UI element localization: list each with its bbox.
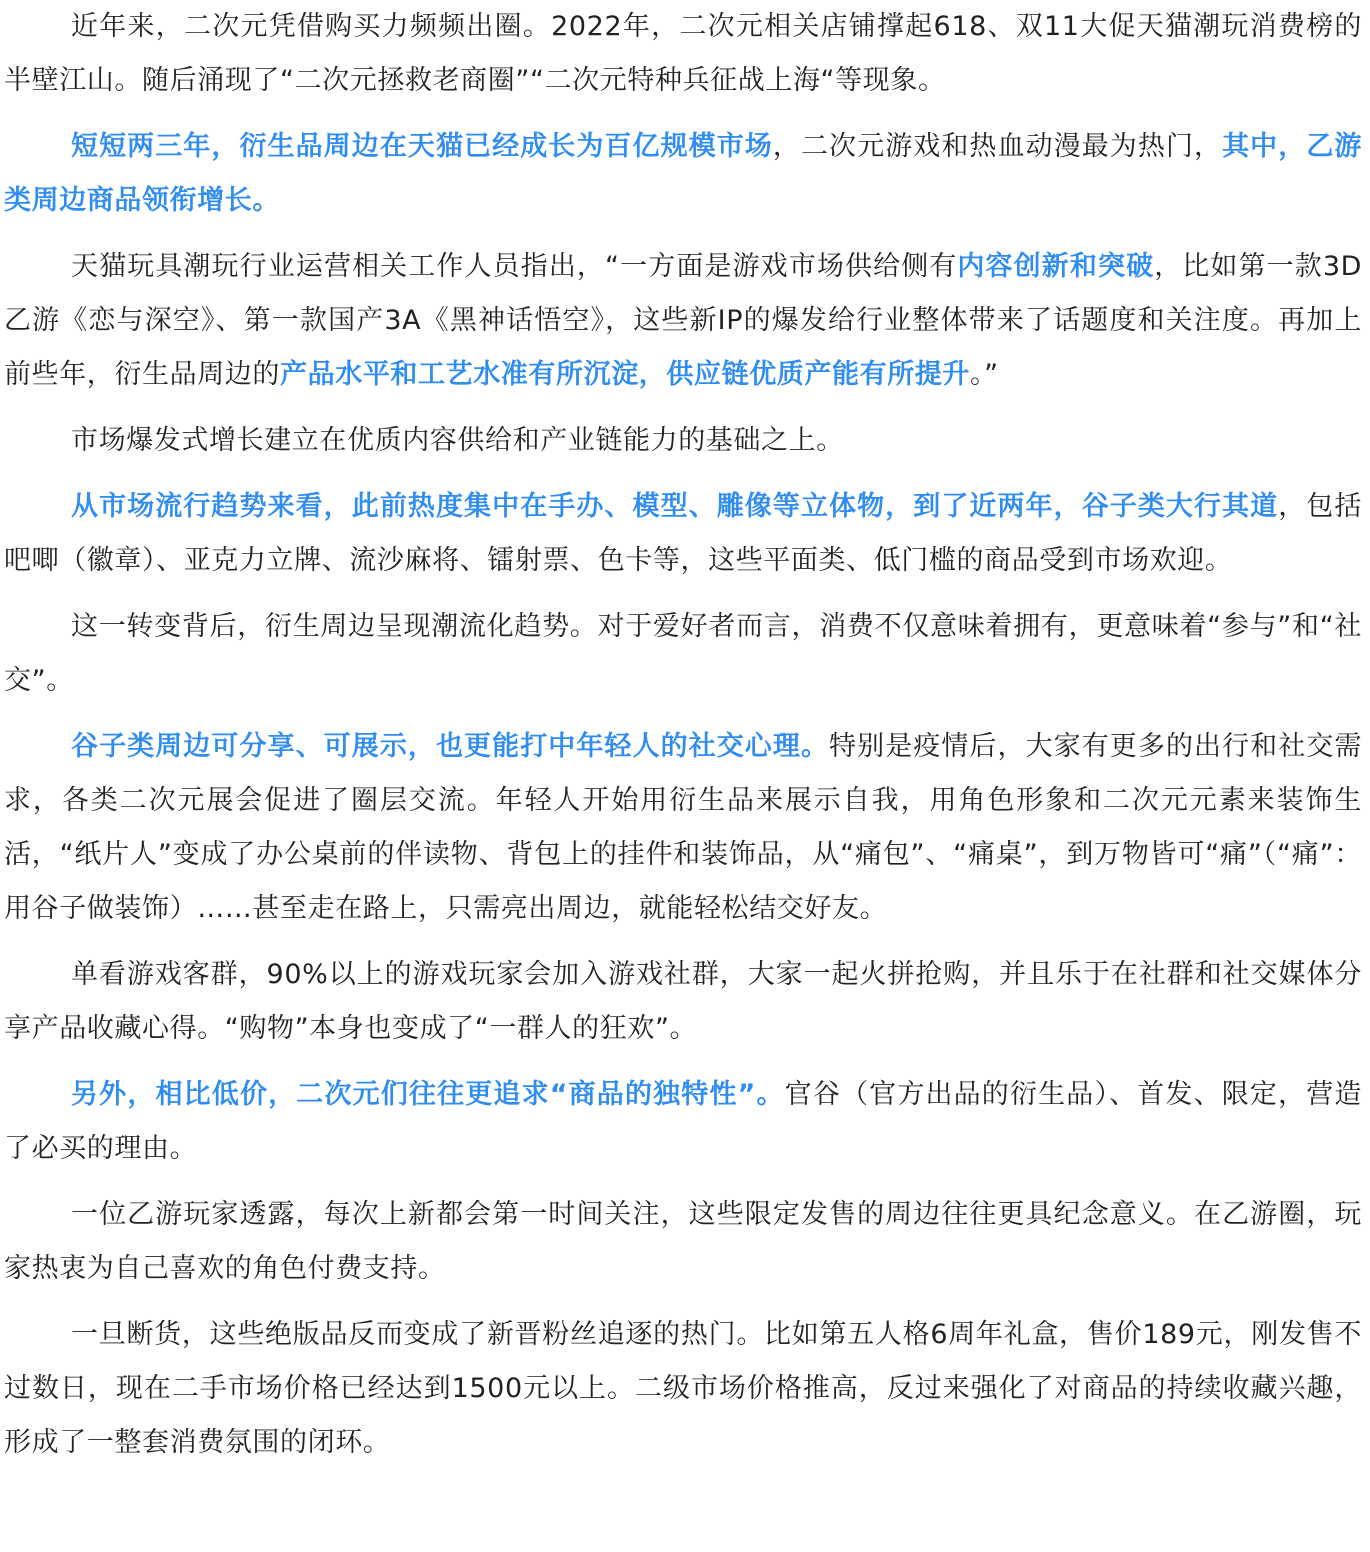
text-span: 这一转变背后，衍生周边呈现潮流化趋势。对于爱好者而言，消费不仅意味着拥有，更意味着“参与”和“社交”。: [4, 611, 1362, 696]
text-span: ，比如第一款3D乙游《恋与深空》、第一款国产3A《黑神话悟空》，这些新IP的爆发给行业整体带来了话题度和关注度。再加上前些年，衍生品周边的: [4, 251, 1363, 390]
highlight-span: 短短两三年，衍生品周边在天猫已经成长为百亿规模市场: [71, 131, 773, 162]
text-span: 天猫玩具潮玩行业运营相关工作人员指出，“一方面是游戏市场供给侧有: [71, 251, 958, 282]
text-span: 官谷（官方出品的衍生品）、首发、限定，营造了必买的理由。: [4, 1079, 1362, 1164]
text-span: 一位乙游玩家透露，每次上新都会第一时间关注，这些限定发售的周边往往更具纪念意义。在乙游圈，玩家热衷为自己喜欢的角色付费支持。: [4, 1199, 1362, 1284]
text-span: ，二次元游戏和热血动漫最为热门，: [772, 131, 1223, 162]
highlight-span: 另外，相比低价，二次元们往往更追求“商品的独特性”。: [71, 1079, 785, 1110]
paragraph-11: [4, 1308, 1362, 1470]
highlight-span: 内容创新和突破: [957, 251, 1155, 282]
paragraph-5: [4, 480, 1362, 588]
text-span: 一旦断货，这些绝版品反而变成了新晋粉丝追逐的热门。比如第五人格6周年礼盒，售价189元，刚发售不过数日，现在二手市场价格已经达到1500元以上。二级市场价格推高，反过来强化了对商品的持续收藏兴趣，形成了一整套消费氛围的闭环。: [4, 1319, 1362, 1458]
paragraph-3: [4, 240, 1362, 402]
paragraph-10: [4, 1188, 1362, 1296]
text-span: 近年来，二次元凭借购买力频频出圈。2022年，二次元相关店铺撑起618、双11大促天猫潮玩消费榜的半壁江山。随后涌现了“二次元拯救老商圈”“二次元特种兵征战上海“等现象。: [4, 11, 1362, 96]
text-span: 单看游戏客群，90%以上的游戏玩家会加入游戏社群，大家一起火拼抢购，并且乐于在社群和社交媒体分享产品收藏心得。“购物”本身也变成了“一群人的狂欢”。: [4, 959, 1362, 1044]
paragraph-4: [4, 414, 1362, 468]
highlight-span: 谷子类周边可分享、可展示，也更能打中年轻人的社交心理。: [71, 731, 830, 762]
paragraph-2: [4, 120, 1362, 228]
paragraph-8: [4, 948, 1362, 1056]
paragraph-1: [4, 0, 1362, 108]
text-span: ，包括吧唧（徽章）、亚克力立牌、流沙麻将、镭射票、色卡等，这些平面类、低门槛的商品受到市场欢迎。: [4, 491, 1362, 576]
article-body: [4, 0, 1362, 1470]
text-span: 市场爆发式增长建立在优质内容供给和产业链能力的基础之上。: [71, 425, 844, 456]
paragraph-6: [4, 600, 1362, 708]
highlight-span: 从市场流行趋势来看，此前热度集中在手办、模型、雕像等立体物，到了近两年，谷子类大行其道: [71, 491, 1279, 522]
paragraph-9: [4, 1068, 1362, 1176]
highlight-span: 其中，乙游类周边商品领衔增长。: [4, 131, 1363, 216]
text-span: 。”: [970, 359, 999, 390]
paragraph-7: [4, 720, 1362, 936]
text-span: 特别是疫情后，大家有更多的出行和社交需求，各类二次元展会促进了圈层交流。年轻人开始用衍生品来展示自我，用角色形象和二次元元素来装饰生活，“纸片人”变成了办公桌前的伴读物、背包上的挂件和装饰品，从“痛包”、“痛桌”，到万物皆可“痛”（“痛”：用谷子做装饰）……甚至走在路上，只需亮出周边，就能轻松结交好友。: [4, 731, 1363, 924]
highlight-span: 产品水平和工艺水准有所沉淀，供应链优质产能有所提升: [280, 359, 970, 390]
